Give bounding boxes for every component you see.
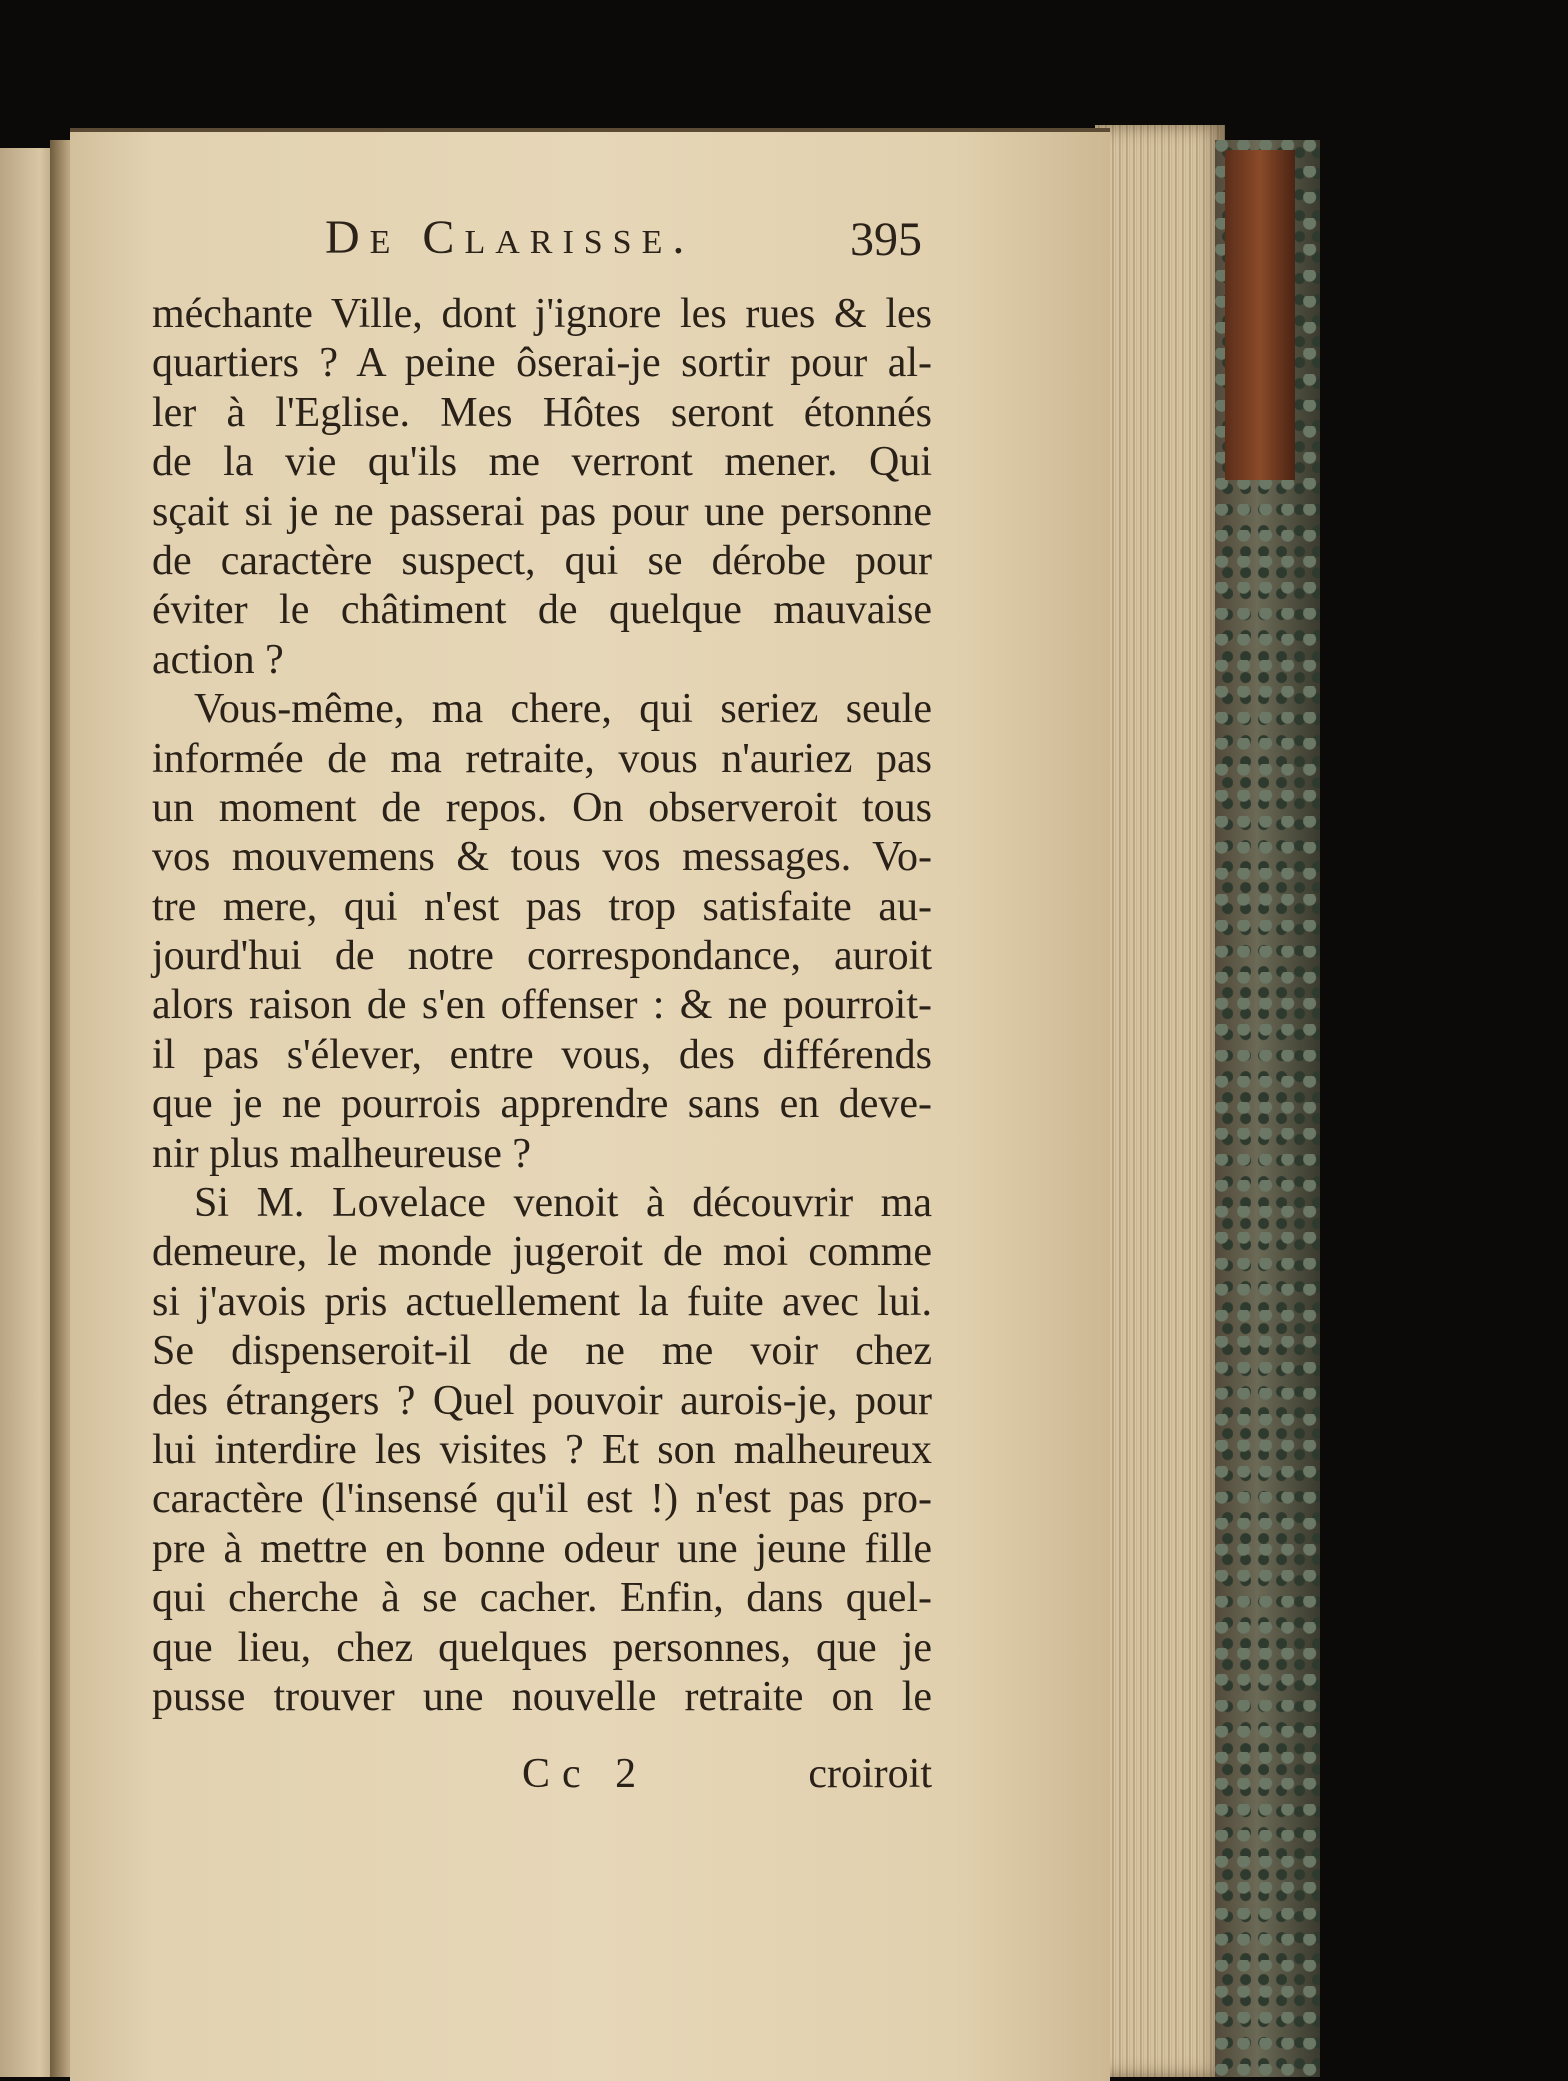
text-line: nir plus malheureuse ? [152,1130,532,1177]
text-line: si j'avois pris actuellement la fuite avec lui. [152,1278,932,1325]
text-line: un moment de repos. On observeroit tous [152,784,932,831]
text-line: informée de ma retraite, vous n'auriez pas [152,735,932,782]
text-line: des étrangers ? Quel pouvoir aurois-je, pour [152,1377,932,1424]
text-line: vos mouvemens & tous vos messages. Vo- [152,834,932,881]
text-line: de la vie qu'ils me verront mener. Qui [152,439,932,486]
text-line: tre mere, qui n'est pas trop satisfaite au- [152,883,932,930]
text-line: caractère (l'insensé qu'il est !) n'est pas pro- [152,1476,932,1523]
text-line: jourd'hui de notre correspondance, auroit [152,933,932,980]
page-footer [152,1750,932,1810]
text-line: action ? [152,636,284,683]
text-line: pre à mettre en bonne odeur une jeune fille [152,1525,932,1572]
text-line: de caractère suspect, qui se dérobe pour [152,537,932,584]
text-line: méchante Ville, dont j'ignore les rues & les [152,291,932,337]
running-title: De Clarisse. [325,211,695,264]
text-line: sçait si je ne passerai pas pour une personne [152,488,932,535]
signature-mark: Cc 2 [522,1751,649,1797]
text-line: Se dispenseroit-il de ne me voir chez [152,1328,932,1375]
text-line: il pas s'élever, entre vous, des différends [152,1031,932,1078]
text-line: alors raison de s'en offenser : & ne pourroit- [152,982,932,1029]
text-line: quartiers ? A peine ôserai-je sortir pour al- [152,340,932,387]
text-line: éviter le châtiment de quelque mauvaise [152,587,932,634]
text-line: pusse trouver une nouvelle retraite on le [152,1673,932,1720]
page-block-edges [1095,125,1225,2077]
text-line: Si M. Lovelace venoit à découvrir ma [194,1180,932,1227]
catchword: croiroit [808,1751,932,1797]
text-line: demeure, le monde jugeroit de moi comme [152,1229,932,1276]
running-head [325,210,975,280]
text-line: Vous-même, ma chere, qui seriez seule [194,686,932,733]
leather-corner [1225,150,1295,480]
text-line: que lieu, chez quelques personnes, que je [152,1624,932,1671]
text-line: qui cherche à se cacher. Enfin, dans quel- [152,1575,932,1622]
page-number: 395 [850,213,922,266]
text-line: que je ne pourrois apprendre sans en deve- [152,1081,932,1128]
text-line: lui interdire les visites ? Et son malheureux [152,1426,932,1473]
body-text [152,290,932,1722]
text-line: ler à l'Eglise. Mes Hôtes seront étonnés [152,389,932,436]
